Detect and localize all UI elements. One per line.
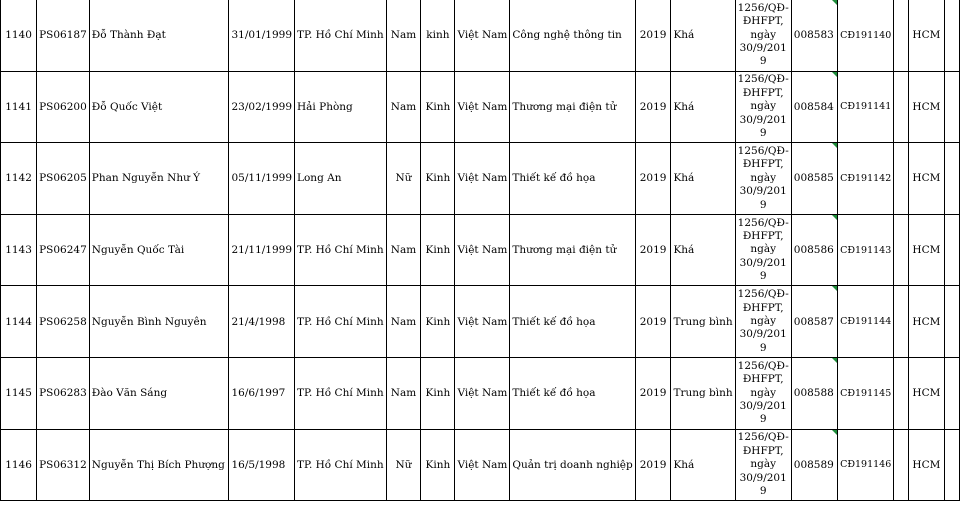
cell-ethnicity[interactable]: kinh — [421, 0, 455, 71]
table-row — [1, 143, 960, 215]
cell-certificate-number[interactable]: 008587 — [791, 286, 837, 358]
cell-student-code[interactable]: PS06312 — [37, 429, 90, 501]
cell-empty[interactable] — [894, 214, 908, 286]
cell-full-name[interactable]: Đào Văn Sáng — [89, 357, 229, 429]
decision-line: 9 — [759, 55, 767, 68]
cell-ethnicity[interactable]: Kinh — [421, 143, 455, 215]
cell-birthplace[interactable]: Hải Phòng — [295, 71, 387, 143]
decision-line: 30/9/201 — [739, 471, 787, 484]
cell-birthplace[interactable]: TP. Hồ Chí Minh — [295, 357, 387, 429]
cell-registry-number[interactable]: CĐ191140 — [838, 0, 894, 71]
cell-rank[interactable]: Trung bình — [671, 286, 735, 358]
cell-graduation-year[interactable]: 2019 — [635, 286, 671, 358]
decision-line: 9 — [759, 413, 767, 426]
decision-line: ngày — [750, 28, 777, 41]
decision-line: 30/9/201 — [739, 42, 787, 54]
cell-registry-number[interactable]: CĐ191146 — [838, 429, 894, 501]
decision-line: 1256/QĐ- — [737, 1, 789, 14]
cell-nationality[interactable]: Việt Nam — [455, 357, 510, 429]
cell-nationality[interactable]: Việt Nam — [455, 143, 510, 215]
cell-ethnicity[interactable]: Kinh — [421, 214, 455, 286]
cell-gender[interactable]: Nữ — [386, 143, 421, 215]
cell-gender[interactable]: Nam — [386, 71, 421, 143]
decision-line: 9 — [759, 341, 767, 354]
cell-certificate-number[interactable]: 008589 — [791, 429, 837, 501]
decision-line: 1256/QĐ- — [737, 144, 789, 157]
cell-registry-number[interactable]: CĐ191141 — [838, 71, 894, 143]
cell-ethnicity[interactable]: Kinh — [421, 71, 455, 143]
cell-empty[interactable] — [894, 429, 908, 501]
decision-line: 1256/QĐ- — [737, 216, 789, 229]
cell-date-of-birth[interactable]: 16/6/1997 — [229, 357, 295, 429]
decision-line: 9 — [759, 198, 767, 211]
cell-gender[interactable]: Nam — [386, 214, 421, 286]
cell-gender[interactable]: Nam — [386, 286, 421, 358]
cell-stt[interactable]: 1144 — [1, 286, 37, 358]
cell-campus[interactable]: HCM — [908, 143, 945, 215]
cell-decision[interactable] — [735, 0, 791, 71]
cell-student-code[interactable]: PS06205 — [37, 143, 90, 215]
decision-line: 1256/QĐ- — [737, 288, 789, 301]
cell-student-code[interactable]: PS06258 — [37, 286, 90, 358]
decision-line: ĐHFPT, — [742, 15, 784, 28]
cell-birthplace[interactable]: TP. Hồ Chí Minh — [295, 214, 387, 286]
decision-line: 1256/QĐ- — [737, 359, 789, 372]
decision-line: ĐHFPT, — [742, 158, 784, 171]
cell-graduation-year[interactable]: 2019 — [635, 429, 671, 501]
decision-line: 9 — [759, 484, 767, 497]
table-row — [1, 214, 960, 286]
decision-line: 9 — [759, 270, 767, 283]
decision-line: 1256/QĐ- — [737, 73, 789, 86]
cell-decision[interactable] — [735, 71, 791, 143]
cell-full-name[interactable]: Nguyễn Thị Bích Phượng — [89, 429, 229, 501]
cell-graduation-year[interactable]: 2019 — [635, 143, 671, 215]
cell-empty[interactable] — [945, 143, 960, 215]
cell-date-of-birth[interactable]: 16/5/1998 — [229, 429, 295, 501]
cell-decision[interactable] — [735, 143, 791, 215]
decision-line: ngày — [750, 100, 777, 113]
cell-certificate-number[interactable]: 008588 — [791, 357, 837, 429]
decision-line: ngày — [750, 386, 777, 399]
cell-major[interactable]: Công nghệ thông tin — [510, 0, 635, 71]
cell-student-code[interactable]: PS06247 — [37, 214, 90, 286]
cell-nationality[interactable]: Việt Nam — [455, 0, 510, 71]
cell-decision[interactable] — [735, 214, 791, 286]
cell-certificate-number[interactable]: 008584 — [791, 71, 837, 143]
cell-certificate-number[interactable]: 008586 — [791, 214, 837, 286]
cell-rank[interactable]: Khá — [671, 143, 735, 215]
cell-stt[interactable]: 1141 — [1, 71, 37, 143]
cell-nationality[interactable]: Việt Nam — [455, 71, 510, 143]
cell-nationality[interactable]: Việt Nam — [455, 429, 510, 501]
cell-date-of-birth[interactable]: 23/02/1999 — [229, 71, 295, 143]
cell-decision[interactable] — [735, 357, 791, 429]
cell-full-name[interactable]: Đỗ Quốc Việt — [89, 71, 229, 143]
cell-campus[interactable]: HCM — [908, 0, 945, 71]
cell-empty[interactable] — [945, 71, 960, 143]
cell-full-name[interactable]: Nguyễn Bình Nguyên — [89, 286, 229, 358]
cell-registry-number[interactable]: CĐ191142 — [838, 143, 894, 215]
cell-major[interactable]: Thiết kế đồ họa — [510, 143, 635, 215]
decision-line: ĐHFPT, — [742, 229, 784, 242]
decision-line: 30/9/201 — [739, 399, 787, 412]
cell-gender[interactable]: Nam — [386, 357, 421, 429]
cell-gender[interactable]: Nam — [386, 0, 421, 71]
cell-ethnicity[interactable]: Kinh — [421, 429, 455, 501]
table-row — [1, 71, 960, 143]
cell-stt[interactable]: 1140 — [1, 0, 37, 71]
cell-campus[interactable]: HCM — [908, 286, 945, 358]
cell-nationality[interactable]: Việt Nam — [455, 286, 510, 358]
cell-date-of-birth[interactable]: 31/01/1999 — [229, 0, 295, 71]
cell-date-of-birth[interactable]: 05/11/1999 — [229, 143, 295, 215]
decision-line: ngày — [750, 458, 777, 471]
cell-certificate-number[interactable]: 008583 — [791, 0, 837, 71]
cell-empty[interactable] — [945, 0, 960, 71]
cell-decision[interactable] — [735, 286, 791, 358]
cell-full-name[interactable]: Đỗ Thành Đạt — [89, 0, 229, 71]
decision-line: 1256/QĐ- — [737, 431, 789, 444]
cell-campus[interactable]: HCM — [908, 429, 945, 501]
cell-empty[interactable] — [894, 0, 908, 71]
cell-birthplace[interactable]: Long An — [295, 143, 387, 215]
cell-stt[interactable]: 1143 — [1, 214, 37, 286]
cell-rank[interactable]: Khá — [671, 0, 735, 71]
cell-major[interactable]: Thương mại điện tử — [510, 214, 635, 286]
cell-empty[interactable] — [894, 71, 908, 143]
cell-campus[interactable]: HCM — [908, 71, 945, 143]
cell-registry-number[interactable]: CĐ191145 — [838, 357, 894, 429]
cell-major[interactable]: Thiết kế đồ họa — [510, 357, 635, 429]
cell-nationality[interactable]: Việt Nam — [455, 214, 510, 286]
cell-major[interactable]: Thiết kế đồ họa — [510, 286, 635, 358]
cell-birthplace[interactable]: TP. Hồ Chí Minh — [295, 286, 387, 358]
table-row — [1, 357, 960, 429]
cell-registry-number[interactable]: CĐ191143 — [838, 214, 894, 286]
cell-empty[interactable] — [945, 286, 960, 358]
decision-line: ĐHFPT, — [742, 444, 784, 457]
cell-empty[interactable] — [894, 143, 908, 215]
cell-full-name[interactable]: Phan Nguyễn Như Ý — [89, 143, 229, 215]
table-row — [1, 429, 960, 501]
cell-empty[interactable] — [894, 286, 908, 358]
decision-line: ĐHFPT, — [742, 301, 784, 314]
cell-graduation-year[interactable]: 2019 — [635, 214, 671, 286]
cell-empty[interactable] — [894, 357, 908, 429]
cell-birthplace[interactable]: TP. Hồ Chí Minh — [295, 429, 387, 501]
cell-empty[interactable] — [945, 429, 960, 501]
cell-student-code[interactable]: PS06200 — [37, 71, 90, 143]
cell-stt[interactable]: 1146 — [1, 429, 37, 501]
decision-line: ĐHFPT, — [742, 373, 784, 386]
decision-line: ĐHFPT, — [742, 86, 784, 99]
cell-full-name[interactable]: Nguyễn Quốc Tài — [89, 214, 229, 286]
cell-graduation-year[interactable]: 2019 — [635, 357, 671, 429]
decision-line: ngày — [750, 243, 777, 256]
cell-date-of-birth[interactable]: 21/4/1998 — [229, 286, 295, 358]
cell-ethnicity[interactable]: Kinh — [421, 357, 455, 429]
decision-line: 9 — [759, 127, 767, 139]
cell-certificate-number[interactable]: 008585 — [791, 143, 837, 215]
cell-ethnicity[interactable]: Kinh — [421, 286, 455, 358]
table-row — [1, 286, 960, 358]
cell-gender[interactable]: Nữ — [386, 429, 421, 501]
cell-date-of-birth[interactable]: 21/11/1999 — [229, 214, 295, 286]
cell-birthplace[interactable]: TP. Hồ Chí Minh — [295, 0, 387, 71]
decision-line: 30/9/201 — [739, 256, 787, 269]
cell-empty[interactable] — [945, 357, 960, 429]
decision-line: ngày — [750, 314, 777, 327]
decision-line: 30/9/201 — [739, 328, 787, 341]
cell-rank[interactable]: Khá — [671, 214, 735, 286]
cell-rank[interactable]: Trung bình — [671, 357, 735, 429]
cell-empty[interactable] — [945, 214, 960, 286]
cell-rank[interactable]: Khá — [671, 71, 735, 143]
cell-rank[interactable]: Khá — [671, 429, 735, 501]
cell-major[interactable]: Quản trị doanh nghiệp — [510, 429, 635, 501]
table-row — [1, 0, 960, 71]
cell-major[interactable]: Thương mại điện tử — [510, 71, 635, 143]
cell-stt[interactable]: 1142 — [1, 143, 37, 215]
cell-student-code[interactable]: PS06187 — [37, 0, 90, 71]
decision-line: 30/9/201 — [739, 113, 787, 126]
cell-graduation-year[interactable]: 2019 — [635, 71, 671, 143]
decision-line: 30/9/201 — [739, 185, 787, 198]
cell-registry-number[interactable]: CĐ191144 — [838, 286, 894, 358]
cell-decision[interactable] — [735, 429, 791, 501]
cell-student-code[interactable]: PS06283 — [37, 357, 90, 429]
cell-campus[interactable]: HCM — [908, 214, 945, 286]
cell-stt[interactable]: 1145 — [1, 357, 37, 429]
decision-line: ngày — [750, 171, 777, 184]
cell-campus[interactable]: HCM — [908, 357, 945, 429]
cell-graduation-year[interactable]: 2019 — [635, 0, 671, 71]
